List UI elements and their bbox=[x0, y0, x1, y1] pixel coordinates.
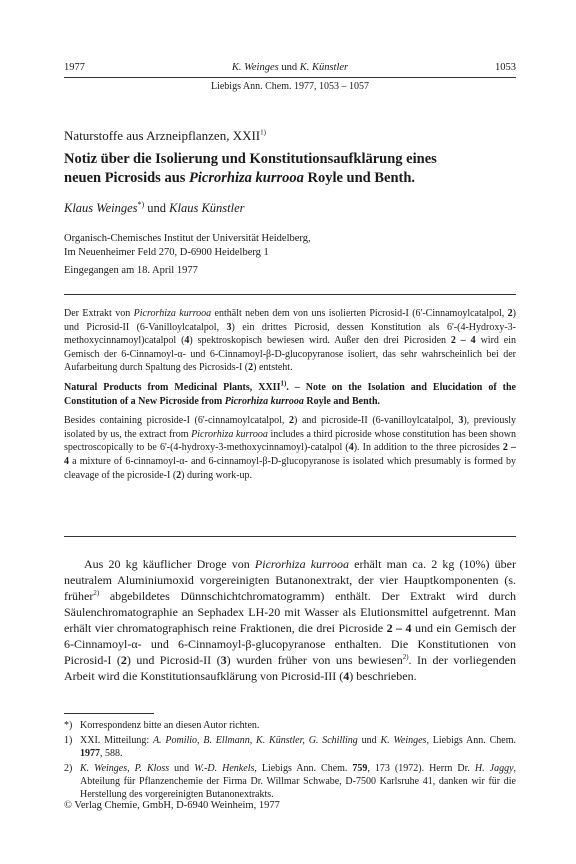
abstract-en-species: Picrorhiza kurrooa bbox=[191, 428, 268, 440]
footnote-1-text: XXI. Mitteilung: A. Pomilio, B. Ellmann, K. Künstler, G. Schilling und K. Weinges, Liebigs Ann. Chem. 1977, 588. bbox=[80, 735, 516, 759]
english-title: Natural Products from Medicinal Plants, XXII$^{1)}$. – Note on the Isolation and Elucidation of the Constitution of a New Picroside from Picrorhiza kurrooa Royle and Benth. bbox=[64, 379, 516, 407]
abstract-de-species: Picrorhiza kurrooa bbox=[133, 308, 212, 319]
abstract-bottom-rule bbox=[64, 536, 516, 537]
title-species: Picrorhiza kurrooa bbox=[189, 170, 304, 186]
author-2: Klaus Künstler bbox=[169, 201, 245, 216]
author-1: Klaus Weinges bbox=[64, 201, 138, 216]
body-ref-2b: 2) bbox=[402, 653, 409, 661]
paper-title bbox=[64, 150, 516, 188]
header-author-2: K. Künstler bbox=[299, 62, 349, 73]
author-1-mark: *) bbox=[137, 200, 145, 209]
footnote-rule bbox=[64, 713, 154, 714]
body-species: Picrorhiza kurrooa bbox=[254, 557, 349, 571]
header-rule bbox=[64, 77, 516, 78]
footnote-2-mark: 2) bbox=[64, 763, 73, 774]
body-paragraph bbox=[64, 556, 516, 684]
title-line-2-pre: neuen Picrosids aus bbox=[64, 170, 190, 186]
footnote-star bbox=[64, 719, 516, 732]
affiliation-line-1: Organisch-Chemisches Institut der Universität Heidelberg, bbox=[64, 233, 311, 244]
footnote-2-text: K. Weinges, P. Kloss und W.-D. Henkels, Liebigs Ann. Chem. 759, 173 (1972). Herrn Dr. H. Jaggy, Abteilung für Pflanzenchemie der Firma Dr. Willmar Schwabe, D-7500 Karlsruhe 41, danken wir für die Herstellung des vorgereinigten Butanonextrakts. bbox=[80, 763, 517, 800]
journal-citation: Liebigs Ann. Chem. 1977, 1053 – 1057 bbox=[210, 81, 370, 92]
received-date: Eingegangen am 18. April 1977 bbox=[64, 265, 198, 276]
footnote-1 bbox=[64, 734, 516, 760]
copyright-line: © Verlag Chemie, GmbH, D-6940 Weinheim, 1977 bbox=[64, 800, 280, 811]
title-line-2 bbox=[64, 169, 516, 188]
body-paragraph-1: Aus 20 kg käuflicher Droge von Picrorhiza kurrooa erhält man ca. 2 kg (10%) über neutralem Aluminiumoxid vorgereinigten Butanonextrakt, der vier Hauptkomponenten (s. früher$^{2)}$ abgebildetes Dünnschichtchromatogramm) enthält. Der Extrakt wird durch Säulenchromatographie an Sephadex LH-20 mit Wasser als Elutionsmittel aufgetrennt. Man erhält vier chromatographisch reine Fraktionen, die drei Picroside 2 – 4 und ein Gemisch der 6-Cinnamoyl-α- und 6-Cinnamoyl-β-glucopyranose enthalten. Die Konstitutionen von Picrosid-I (2) und Picrosid-II (3) wurden früher von uns bewiesen$^{2)}$. In der vorliegenden Arbeit wird die Konstitutionsaufklärung von Picrosid-III (4) beschrieben. bbox=[64, 557, 517, 683]
title-line-1: Notiz über die Isolierung und Konstitutionsaufklärung eines bbox=[64, 151, 437, 167]
affiliation bbox=[64, 232, 311, 260]
footnote-star-text: Korrespondenz bitte an diesen Autor richten. bbox=[80, 720, 260, 731]
footnotes bbox=[64, 719, 516, 803]
footnote-star-mark: *) bbox=[64, 720, 73, 731]
body-ref-2: 2) bbox=[93, 589, 100, 597]
english-title-ref: 1) bbox=[280, 379, 287, 388]
header-author-1: K. Weinges bbox=[231, 62, 279, 73]
affiliation-line-2: Im Neuenheimer Feld 270, D-6900 Heidelberg 1 bbox=[64, 247, 269, 258]
abstract-top-rule bbox=[64, 294, 516, 295]
header-authors bbox=[64, 62, 516, 73]
running-header bbox=[64, 62, 516, 76]
header-year: 1977 bbox=[64, 62, 85, 73]
abstract-english: Besides containing picroside-I (6'-cinnamoylcatalpol, 2) and picroside-II (6-vanilloylcatalpol, 3), previously isolated by us, the extract from Picrorhiza kurrooa includes a third picroside whose constitution has been shown spectroscopically to be 6'-(4-hydroxy-3-methoxycinnamoyl)-catalpol (4). In addition to the three picrosides 2 – 4 a mixture of 6-cinnamoyl-α- and 6-cinnamoyl-β-D-glucopyranose is isolated which presumably is formed by cleavage of the picroside-I (2) during work-up. bbox=[64, 415, 517, 481]
author-list bbox=[64, 200, 245, 216]
series-text: Naturstoffe aus Arzneipflanzen, XXII bbox=[64, 128, 261, 143]
abstract-block bbox=[64, 307, 516, 488]
english-title-species: Picrorhiza kurrooa bbox=[224, 395, 304, 407]
footnote-1-mark: 1) bbox=[64, 735, 73, 746]
header-und: und bbox=[281, 62, 298, 73]
title-line-2-post: Royle und Benth. bbox=[303, 170, 416, 186]
abstract-german: Der Extrakt von Picrorhiza kurrooa enthält neben dem von uns isolierten Picrosid-I (6'-Cinnamoylcatalpol, 2) und Picrosid-II (6-Vanilloylcatalpol, 3) ein drittes Picrosid, dessen Konstitution als 6'-(4-Hydroxy-3-methoxycinnamoyl)catalpol (4) spektroskopisch bewiesen wird. Außer den drei Picrosiden 2 – 4 wird ein Gemisch der 6-Cinnamoyl-α- und 6-Cinnamoyl-β-D-glucopyranose isoliert, das sehr wahrscheinlich bei der Aufarbeitung durch Spaltung des Picrosids-I (2) entsteht. bbox=[64, 308, 516, 374]
header-page-number: 1053 bbox=[495, 62, 516, 73]
series-title bbox=[64, 128, 266, 144]
author-und: und bbox=[147, 201, 167, 216]
footnote-2 bbox=[64, 762, 516, 801]
series-footnote-ref: 1) bbox=[260, 128, 266, 137]
